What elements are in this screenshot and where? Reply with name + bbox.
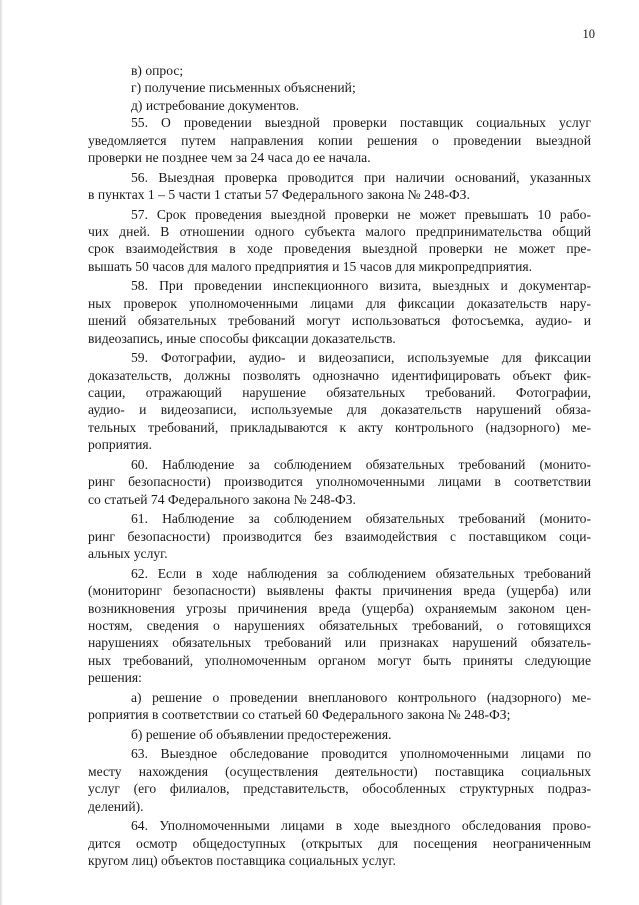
paragraphs-container: [88, 114, 591, 869]
paragraph-line: в пунктах 1 – 5 части 1 статьи 57 Федерального закона № 248-ФЗ.: [88, 187, 470, 203]
paragraph-line: месту нахождения (осуществления деятельности) поставщика социальных: [88, 763, 591, 779]
paragraph-line: 62. Если в ходе наблюдения за соблюдением обязательных требований: [131, 565, 591, 581]
paragraph-line: ных проверок уполномоченными лицами для фиксации доказательств нару-: [88, 295, 591, 311]
paragraph-line: 64. Уполномоченными лицами в ходе выездного обследования прово-: [131, 818, 591, 834]
paragraph-line: уведомляется путем направления копии решения о проведении выездной: [88, 132, 591, 148]
paragraph: [88, 510, 591, 562]
page-number: 10: [582, 27, 595, 41]
paragraph: [88, 456, 591, 508]
paragraph-line: со статьей 74 Федерального закона № 248-ФЗ.: [88, 491, 356, 507]
paragraph: [88, 745, 591, 815]
paragraph-line: альных услуг.: [88, 546, 168, 562]
paragraph: [88, 169, 591, 204]
paragraph-line: 58. При проведении инспекционного визита, выездных и документар-: [131, 278, 591, 294]
paragraph-line: 60. Наблюдение за соблюдением обязательных требований (монито-: [131, 456, 591, 472]
paragraph-line: кругом лиц) объектов поставщика социальных услуг.: [88, 852, 396, 868]
list-item: в) опрос;: [131, 63, 184, 78]
paragraph-line: 63. Выездное обследование проводится уполномоченными лицами по: [131, 746, 591, 762]
paragraph-line: б) решение об объявлении предостережения.: [131, 726, 392, 742]
paragraph-line: решения:: [88, 670, 142, 686]
paragraph-line: ринг безопасности) производится без взаимодействия с поставщиком соци-: [88, 528, 591, 544]
scan-edge-shadow: [0, 0, 3, 905]
paragraph-line: 57. Срок проведения выездной проверки не может превышать 10 рабо-: [131, 206, 591, 222]
paragraph-line: вышать 50 часов для малого предприятия и 15 часов для микропредприятия.: [88, 258, 533, 274]
paragraph-line: сации, отражающий нарушение обязательных требований. Фотографии,: [88, 385, 591, 401]
paragraph-line: ностям, сведения о нарушениях обязательных требований, о готовящихся: [88, 617, 591, 633]
paragraph-line: делений).: [88, 798, 144, 814]
paragraph-line: а) решение о проведении внепланового контрольного (надзорного) ме-: [131, 689, 591, 705]
paragraph-line: ных требований, уполномоченным органом могут быть приняты следующие: [88, 652, 591, 668]
paragraph-line: роприятия в соответствии со статьей 60 Федерального закона № 248-ФЗ;: [88, 707, 511, 723]
paragraph-line: доказательств, должны позволять однозначно идентифицировать объект фик-: [88, 367, 591, 383]
paragraph-line: 55. О проведении выездной проверки поставщик социальных услуг: [131, 115, 591, 131]
paragraph-line: услуг (его филиалов, представительств, обособленных структурных подраз-: [88, 781, 591, 797]
paragraph-line: 56. Выездная проверка проводится при наличии оснований, указанных: [131, 169, 591, 185]
paragraph: [88, 349, 591, 453]
paragraph: [88, 817, 591, 869]
paragraph: [88, 114, 591, 166]
paragraph-line: проверки не позднее чем за 24 часа до ее начала.: [88, 150, 371, 166]
paragraph-line: шений обязательных требований могут использоваться фотосъемка, аудио- и: [88, 313, 591, 329]
paragraph-line: нарушениях обязательных требований или признаках нарушений обязатель-: [88, 635, 591, 651]
paragraph-line: дится осмотр общедоступных (открытых для посещения неограниченным: [88, 835, 591, 851]
paragraph-line: чих дней. В отношении одного субъекта малого предпринимательства общий: [88, 224, 591, 240]
paragraph-line: роприятия.: [88, 437, 153, 453]
methods-list: [88, 62, 591, 114]
paragraph-line: 61. Наблюдение за соблюдением обязательных требований (монито-: [131, 511, 591, 527]
paragraph: [88, 689, 591, 724]
paragraph-line: тельных требований, прикладываются к акту контрольного (надзорного) ме-: [88, 419, 591, 435]
paragraph: [88, 726, 591, 743]
paragraph-line: (мониторинг безопасности) выявлены факты причинения вреда (ущерба) или: [88, 583, 591, 599]
paragraph: [88, 277, 591, 347]
paragraph-line: ринг безопасности) производится уполномоченными лицами в соответствии: [88, 474, 591, 490]
list-item: д) истребование документов.: [131, 97, 300, 113]
paragraph-line: аудио- и видеозаписи, используемые для доказательств нарушений обяза-: [88, 402, 591, 418]
paragraph-line: 59. Фотографии, аудио- и видеозаписи, используемые для фиксации: [131, 350, 591, 366]
paragraph-line: возникновения угрозы причинения вреда (ущерба) охраняемым законом цен-: [88, 600, 591, 616]
paragraph-line: срок взаимодействия в ходе проведения выездной проверки не может пре-: [88, 241, 591, 257]
paragraph-line: видеозапись, иные способы фиксации доказательств.: [88, 330, 396, 346]
document-body: [88, 62, 591, 872]
paragraph: [88, 565, 591, 687]
paragraph: [88, 206, 591, 276]
list-item: г) получение письменных объяснений;: [131, 80, 356, 96]
